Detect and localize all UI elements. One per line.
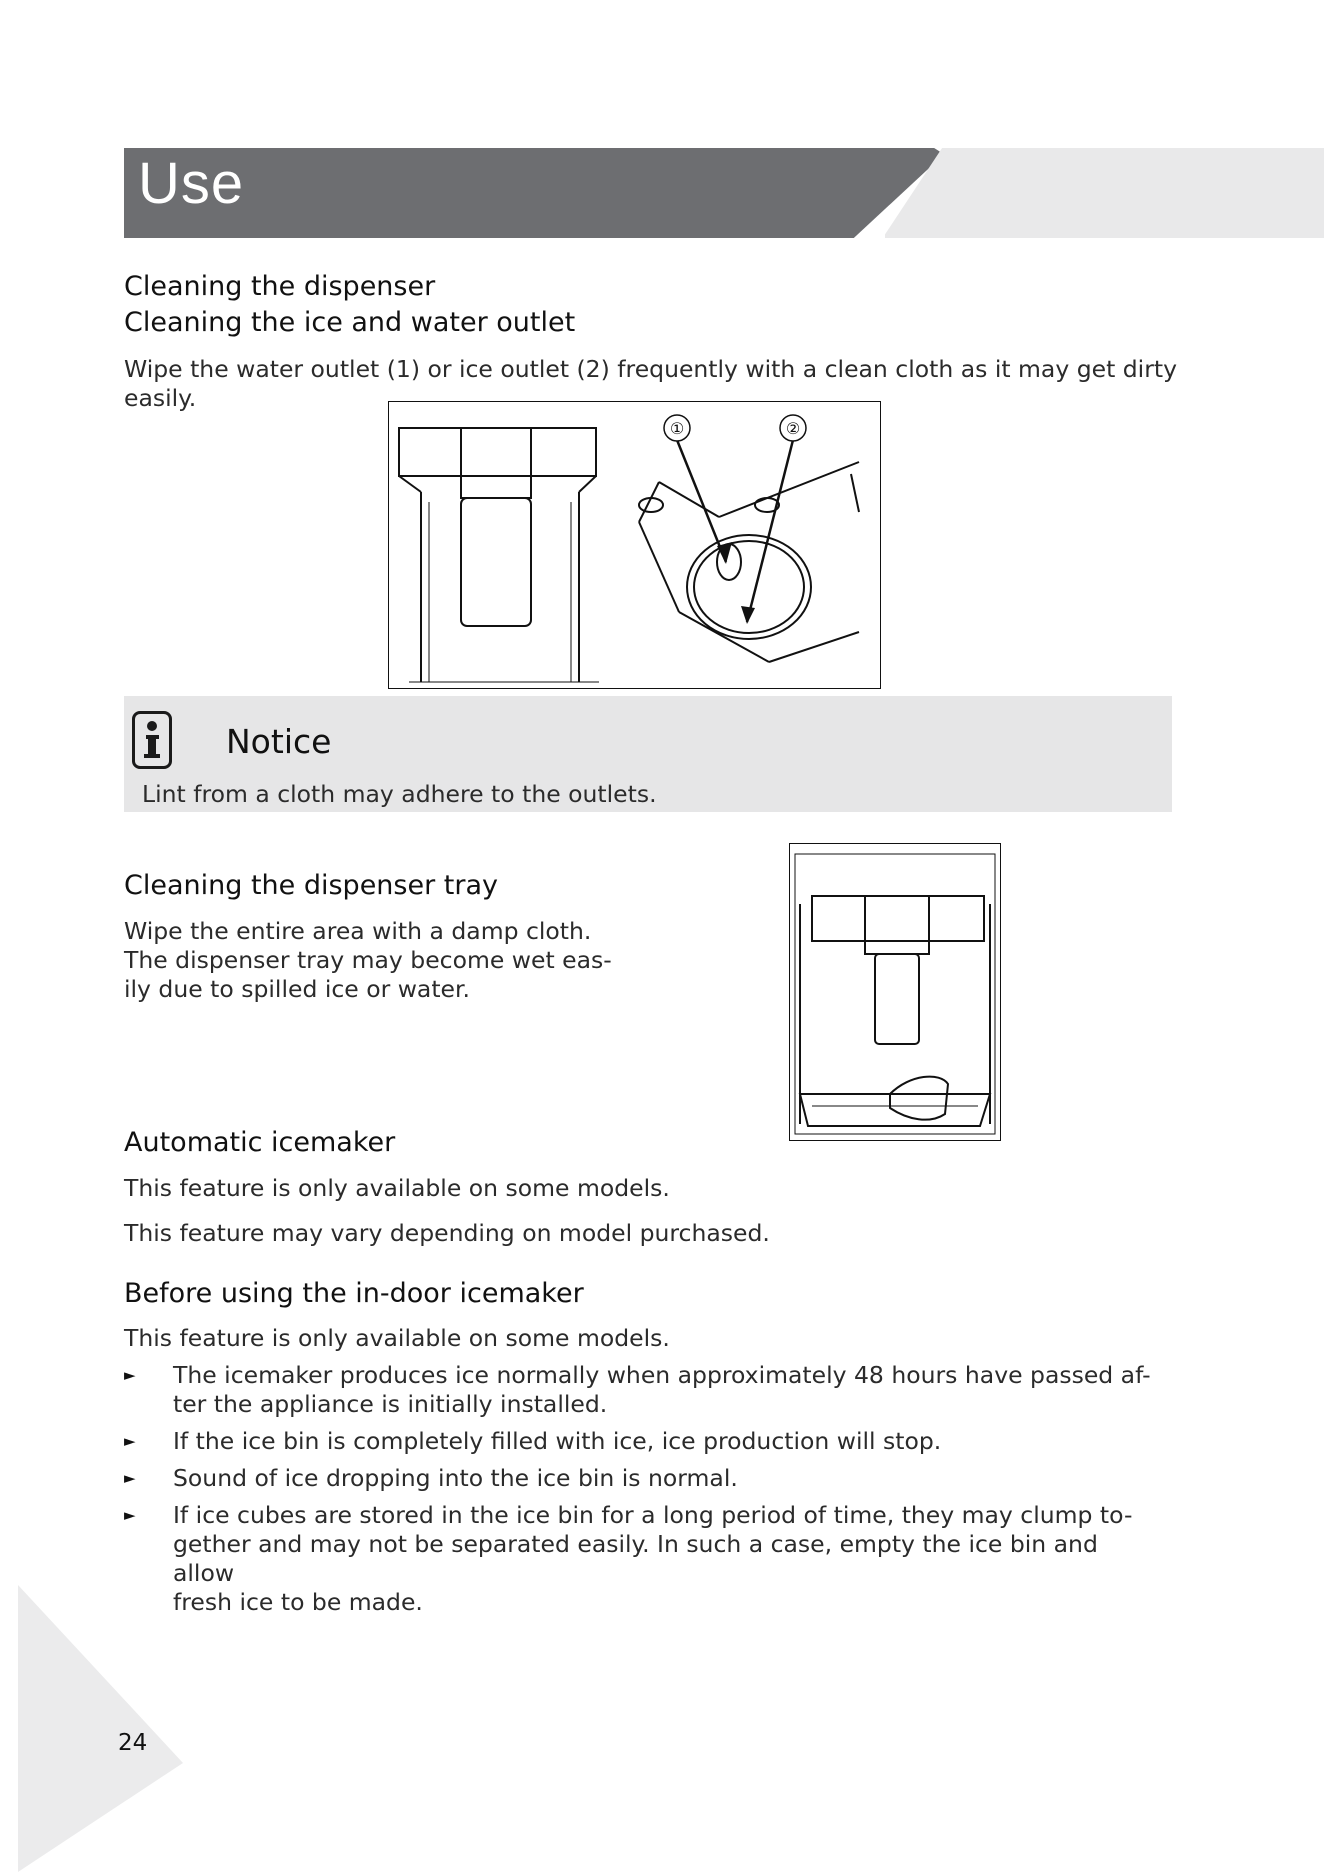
bullet-text: Sound of ice dropping into the ice bin is normal. (173, 1464, 738, 1492)
bullet-arrow-icon: ► (124, 1506, 136, 1524)
notice-title: Notice (226, 722, 332, 761)
list-item (124, 1361, 1164, 1419)
page-title: Use (138, 151, 245, 216)
bullet-text: gether and may not be separated easily. In such a case, empty the ice bin and allow (173, 1530, 1098, 1587)
header-bar (124, 148, 944, 238)
list-item (124, 1501, 1164, 1617)
bullet-text: The icemaker produces ice normally when approximately 48 hours have passed af- (173, 1361, 1151, 1389)
dispenser-tray-text-line2: The dispenser tray may become wet eas- (124, 946, 612, 974)
cleaning-outlet-text-line1: Wipe the water outlet (1) or ice outlet (2) frequently with a clean cloth as it may get dirty (124, 355, 1177, 383)
bullet-text: ter the appliance is initially installed. (173, 1390, 608, 1418)
outlet-figure (388, 401, 881, 689)
icemaker-text-line1: This feature is only available on some models. (124, 1174, 670, 1202)
corner-decoration (18, 1585, 183, 1872)
bullet-arrow-icon: ► (124, 1366, 136, 1384)
cleaning-outlet-text-line2: easily. (124, 384, 197, 412)
tray-illustration (790, 844, 1000, 1140)
bullet-arrow-icon: ► (124, 1432, 136, 1450)
section-title-automatic-icemaker: Automatic icemaker (124, 1127, 396, 1158)
bullet-text: If the ice bin is completely filled with ice, ice production will stop. (173, 1427, 942, 1455)
dispenser-tray-text-line1: Wipe the entire area with a damp cloth. (124, 917, 592, 945)
list-item (124, 1464, 1164, 1493)
icemaker-text-line2: This feature may vary depending on model purchased. (124, 1219, 770, 1247)
outlet-label-2: ② (785, 419, 801, 438)
dispenser-tray-text-line3: ily due to spilled ice or water. (124, 975, 470, 1003)
header-tab-decoration (885, 148, 1324, 238)
bullet-text: If ice cubes are stored in the ice bin for a long period of time, they may clump to- (173, 1501, 1133, 1529)
bullet-arrow-icon: ► (124, 1469, 136, 1487)
section-title-cleaning-dispenser: Cleaning the dispenser (124, 271, 436, 302)
tray-figure (789, 843, 1001, 1141)
info-icon (132, 711, 172, 769)
outlet-label-1: ① (669, 419, 685, 438)
notice-text: Lint from a cloth may adhere to the outlets. (142, 780, 657, 808)
section-subtitle-ice-water-outlet: Cleaning the ice and water outlet (124, 307, 576, 338)
outlet-illustration (389, 402, 880, 688)
page-number: 24 (118, 1730, 148, 1756)
section-title-dispenser-tray: Cleaning the dispenser tray (124, 870, 498, 901)
section-title-before-using-icemaker: Before using the in-door icemaker (124, 1278, 584, 1309)
before-using-intro: This feature is only available on some models. (124, 1324, 670, 1352)
list-item (124, 1427, 1164, 1456)
icemaker-bullet-list (124, 1361, 1164, 1625)
bullet-text: fresh ice to be made. (173, 1588, 423, 1616)
